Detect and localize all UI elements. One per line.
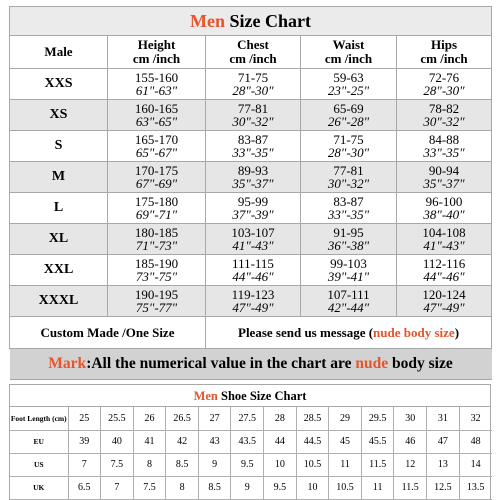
- chest-inch: 33"-35": [232, 144, 274, 160]
- shoe-size-cell: 10.5: [296, 453, 329, 476]
- shoe-size-cell: 7: [68, 453, 101, 476]
- size-label: XL: [10, 224, 108, 255]
- custom-label: Custom Made /One Size: [10, 317, 206, 349]
- size-row: [10, 255, 492, 286]
- hips-inch: 44"-46": [423, 268, 465, 284]
- shoe-size-cell: 31: [427, 407, 460, 430]
- shoe-size-cell: 11.5: [394, 476, 427, 499]
- chest-inch: 35"-37": [232, 175, 274, 191]
- waist-cell: [301, 69, 397, 100]
- shoe-size-cell: 8.5: [198, 476, 231, 499]
- shoe-size-cell: 40: [101, 430, 134, 453]
- waist-cm: 107-111: [327, 286, 370, 302]
- size-label: XXL: [10, 255, 108, 286]
- height-cell: [108, 193, 206, 224]
- shoe-size-cell: 10: [264, 453, 297, 476]
- hips-cm: 104-108: [422, 224, 466, 240]
- shoe-size-cell: 44: [264, 430, 297, 453]
- hips-cell: [397, 162, 492, 193]
- mark-accent: Mark: [48, 355, 87, 372]
- size-row: [10, 131, 492, 162]
- shoe-size-cell: 10: [296, 476, 329, 499]
- shoe-size-cell: 46: [394, 430, 427, 453]
- shoe-size-cell: 11.5: [361, 453, 394, 476]
- height-inch: 63"-65": [135, 113, 178, 129]
- chest-inch: 47"-49": [232, 299, 274, 315]
- hips-cell: [397, 286, 492, 317]
- chest-cell: [206, 100, 301, 131]
- hips-cm: 96-100: [425, 193, 463, 209]
- shoe-title-rest: Shoe Size Chart: [217, 389, 307, 403]
- height-cell: [108, 255, 206, 286]
- hips-cell: [397, 69, 492, 100]
- size-label: S: [10, 131, 108, 162]
- waist-cell: [301, 100, 397, 131]
- hips-inch: 33"-35": [423, 144, 465, 160]
- shoe-size-cell: 26.5: [166, 407, 199, 430]
- header-row: [10, 36, 492, 69]
- header-waist-unit: cm /inch: [324, 51, 373, 66]
- shoe-row: [10, 430, 492, 453]
- shoe-row-label: UK: [10, 476, 68, 499]
- chest-cm: 119-123: [231, 286, 275, 302]
- mark-note: [10, 349, 492, 380]
- height-inch: 69"-71": [135, 206, 178, 222]
- shoe-row-label: Foot Length (cm): [10, 407, 68, 430]
- chest-cm: 111-115: [232, 255, 274, 271]
- header-height-unit: cm /inch: [132, 51, 181, 66]
- shoe-title-accent: Men: [193, 389, 218, 403]
- chest-inch: 28"-30": [232, 82, 274, 98]
- header-chest: [206, 36, 301, 69]
- hips-cm: 78-82: [428, 100, 460, 116]
- shoe-size-cell: 11: [329, 453, 362, 476]
- chest-cm: 95-99: [237, 193, 269, 209]
- chest-inch: 44"-46": [232, 268, 274, 284]
- size-row: [10, 286, 492, 317]
- hips-cm: 84-88: [428, 131, 460, 147]
- waist-inch: 30"-32": [327, 175, 370, 191]
- custom-message: [206, 317, 492, 349]
- mark-text-after: body size: [388, 355, 453, 372]
- hips-cell: [397, 193, 492, 224]
- shoe-size-cell: 27: [198, 407, 231, 430]
- waist-inch: 36"-38": [327, 237, 370, 253]
- hips-cell: [397, 224, 492, 255]
- shoe-size-cell: 29: [329, 407, 362, 430]
- shoe-size-cell: 48: [459, 430, 492, 453]
- shoe-size-cell: 6.5: [68, 476, 101, 499]
- shoe-size-cell: 32: [459, 407, 492, 430]
- height-cm: 165-170: [134, 131, 179, 147]
- hips-inch: 28"-30": [423, 82, 465, 98]
- chest-inch: 30"-32": [232, 113, 274, 129]
- shoe-size-cell: 10.5: [329, 476, 362, 499]
- shoe-chart-title: [10, 385, 490, 407]
- shoe-row-label: US: [10, 453, 68, 476]
- shoe-size-cell: 39: [68, 430, 101, 453]
- shoe-size-cell: 12.5: [427, 476, 460, 499]
- shoe-size-cell: 25: [68, 407, 101, 430]
- chest-cell: [206, 162, 301, 193]
- shoe-size-cell: 26: [133, 407, 166, 430]
- shoe-size-chart: [9, 384, 491, 500]
- height-cell: [108, 69, 206, 100]
- height-cell: [108, 162, 206, 193]
- shoe-row: [10, 453, 492, 476]
- hips-cm: 112-116: [422, 255, 466, 271]
- hips-inch: 30"-32": [423, 113, 465, 129]
- waist-cell: [301, 286, 397, 317]
- header-chest-unit: cm /inch: [229, 51, 277, 66]
- size-label: XXXL: [10, 286, 108, 317]
- mark-text-before: :All the numerical value in the chart are: [86, 355, 356, 372]
- height-cell: [108, 224, 206, 255]
- header-chest-label: Chest: [237, 37, 269, 52]
- header-hips-unit: cm /inch: [420, 51, 468, 66]
- size-chart-title: [10, 7, 492, 36]
- waist-cm: 83-87: [333, 193, 364, 209]
- shoe-size-cell: 43: [198, 430, 231, 453]
- shoe-size-cell: 47: [427, 430, 460, 453]
- header-waist: [301, 36, 397, 69]
- shoe-size-cell: 45.5: [361, 430, 394, 453]
- custom-message-before: Please send us message (: [238, 324, 374, 340]
- header-male-label: Male: [44, 44, 73, 59]
- shoe-size-cell: 41: [133, 430, 166, 453]
- chest-cm: 103-107: [231, 224, 275, 240]
- chest-cm: 77-81: [237, 100, 269, 116]
- waist-cm: 77-81: [333, 162, 364, 178]
- hips-cell: [397, 255, 492, 286]
- size-label: XXS: [10, 69, 108, 100]
- shoe-size-cell: 30: [394, 407, 427, 430]
- chest-cell: [206, 193, 301, 224]
- shoe-size-cell: 8: [166, 476, 199, 499]
- shoe-row-label: EU: [10, 430, 68, 453]
- chest-cell: [206, 224, 301, 255]
- header-male: [10, 36, 108, 69]
- height-cm: 170-175: [134, 162, 179, 178]
- shoe-size-cell: 9.5: [231, 453, 264, 476]
- shoe-size-cell: 9: [198, 453, 231, 476]
- shoe-size-cell: 7.5: [101, 453, 134, 476]
- shoe-size-cell: 7.5: [133, 476, 166, 499]
- hips-inch: 47"-49": [423, 299, 465, 315]
- shoe-size-cell: 29.5: [361, 407, 394, 430]
- shoe-size-cell: 12: [394, 453, 427, 476]
- hips-inch: 38"-40": [423, 206, 465, 222]
- shoe-size-cell: 28: [264, 407, 297, 430]
- shoe-size-cell: 42: [166, 430, 199, 453]
- shoe-size-cell: 28.5: [296, 407, 329, 430]
- size-row: [10, 193, 492, 224]
- waist-inch: 28"-30": [327, 144, 370, 160]
- size-row: [10, 224, 492, 255]
- hips-cm: 90-94: [428, 162, 460, 178]
- mark-row: [10, 349, 492, 380]
- shoe-size-cell: 11: [361, 476, 394, 499]
- header-hips-label: Hips: [431, 37, 458, 52]
- shoe-size-cell: 14: [459, 453, 492, 476]
- shoe-size-cell: 8.5: [166, 453, 199, 476]
- waist-cell: [301, 224, 397, 255]
- mark-text-accent: nude: [355, 355, 389, 372]
- custom-message-after: ): [454, 324, 460, 340]
- height-cell: [108, 286, 206, 317]
- height-inch: 73"-75": [135, 268, 178, 284]
- waist-inch: 42"-44": [327, 299, 370, 315]
- chest-cm: 83-87: [237, 131, 269, 147]
- hips-cell: [397, 100, 492, 131]
- height-cm: 155-160: [134, 69, 179, 85]
- title-accent: Men: [190, 10, 226, 31]
- header-waist-label: Waist: [332, 37, 365, 52]
- height-inch: 75"-77": [135, 299, 178, 315]
- waist-inch: 39"-41": [327, 268, 370, 284]
- size-label: M: [10, 162, 108, 193]
- shoe-size-cell: 7: [101, 476, 134, 499]
- hips-inch: 41"-43": [423, 237, 465, 253]
- size-label: L: [10, 193, 108, 224]
- waist-cm: 91-95: [333, 224, 364, 240]
- waist-cm: 71-75: [333, 131, 364, 147]
- shoe-size-cell: 25.5: [101, 407, 134, 430]
- height-inch: 61"-63": [135, 82, 178, 98]
- height-cm: 175-180: [134, 193, 179, 209]
- custom-row: [10, 317, 492, 349]
- shoe-size-cell: 45: [329, 430, 362, 453]
- header-height: [108, 36, 206, 69]
- waist-cell: [301, 162, 397, 193]
- waist-inch: 26"-28": [327, 113, 370, 129]
- chest-inch: 37"-39": [232, 206, 274, 222]
- chest-cell: [206, 131, 301, 162]
- waist-cell: [301, 255, 397, 286]
- shoe-size-cell: 9.5: [264, 476, 297, 499]
- size-row: [10, 69, 492, 100]
- size-row: [10, 162, 492, 193]
- height-cell: [108, 100, 206, 131]
- height-cm: 190-195: [134, 286, 179, 302]
- shoe-size-cell: 27.5: [231, 407, 264, 430]
- height-inch: 65"-67": [135, 144, 178, 160]
- shoe-size-cell: 44.5: [296, 430, 329, 453]
- shoe-row: [10, 407, 492, 430]
- shoe-size-cell: 43.5: [231, 430, 264, 453]
- size-chart-table: [9, 6, 492, 380]
- height-inch: 67"-69": [135, 175, 178, 191]
- shoe-size-cell: 13: [427, 453, 460, 476]
- waist-cm: 99-103: [330, 255, 367, 271]
- height-cm: 185-190: [134, 255, 179, 271]
- height-cm: 180-185: [134, 224, 179, 240]
- waist-cm: 59-63: [333, 69, 364, 85]
- chest-cell: [206, 69, 301, 100]
- height-cm: 160-165: [134, 100, 179, 116]
- chest-inch: 41"-43": [232, 237, 274, 253]
- waist-cell: [301, 131, 397, 162]
- header-height-label: Height: [137, 37, 176, 52]
- shoe-size-cell: 9: [231, 476, 264, 499]
- hips-cell: [397, 131, 492, 162]
- chest-cell: [206, 255, 301, 286]
- hips-inch: 35"-37": [423, 175, 465, 191]
- height-inch: 71"-73": [135, 237, 178, 253]
- shoe-size-table: [10, 407, 492, 500]
- waist-inch: 33"-35": [327, 206, 370, 222]
- custom-message-accent: nude body size: [373, 324, 455, 340]
- hips-cm: 72-76: [428, 69, 460, 85]
- chest-cell: [206, 286, 301, 317]
- shoe-size-cell: 8: [133, 453, 166, 476]
- size-row: [10, 100, 492, 131]
- shoe-size-cell: 13.5: [459, 476, 492, 499]
- height-cell: [108, 131, 206, 162]
- shoe-row: [10, 476, 492, 499]
- waist-cell: [301, 193, 397, 224]
- chest-cm: 89-93: [237, 162, 269, 178]
- chest-cm: 71-75: [237, 69, 269, 85]
- title-rest: Size Chart: [225, 10, 311, 31]
- hips-cm: 120-124: [422, 286, 466, 302]
- waist-cm: 65-69: [333, 100, 364, 116]
- header-hips: [397, 36, 492, 69]
- waist-inch: 23"-25": [327, 82, 370, 98]
- size-label: XS: [10, 100, 108, 131]
